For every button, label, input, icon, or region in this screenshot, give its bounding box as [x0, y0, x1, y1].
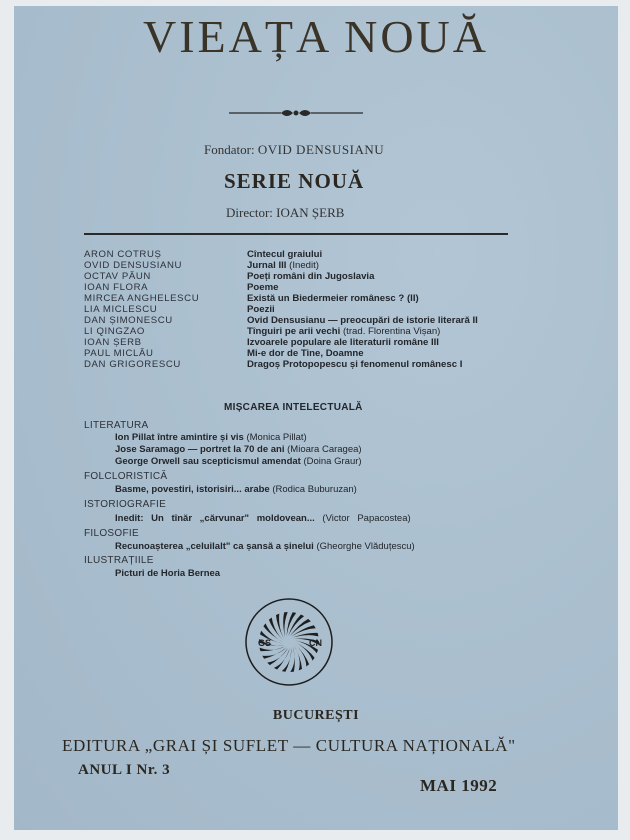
founder-line: [204, 142, 384, 158]
section-label-istoriografie: ISTORIOGRAFIE: [84, 499, 167, 510]
toc-works: [247, 249, 478, 370]
director-label: Director:: [226, 205, 273, 220]
toc-author: LI QINGZAO: [84, 326, 145, 337]
item-note: (Mioara Caragea): [287, 444, 362, 455]
toc-work-title: Poeme: [247, 282, 279, 293]
grai-si-suflet-emblem-icon: [243, 596, 335, 688]
emblem-swirl-ray: [262, 648, 286, 659]
item-note: (Monica Pillat): [246, 432, 307, 443]
ornament-divider-icon: [229, 106, 363, 120]
section-item: [115, 513, 411, 524]
section-item: [115, 432, 307, 443]
item-note: (Doina Graur): [303, 456, 362, 467]
publisher-name: EDITURA „GRAI ȘI SUFLET — CULTURA NAȚIONALĂ": [62, 736, 516, 755]
toc-work: [247, 326, 478, 337]
item-note: (Victor Papacostea): [322, 513, 411, 524]
item-title: Basme, povestiri, istorisiri... arabe: [115, 484, 270, 495]
toc-work-title: Izvoarele populare ale literaturii române III: [247, 337, 439, 348]
toc-author: DAN ȘIMONESCU: [84, 315, 173, 326]
toc-author: LIA MICLESCU: [84, 304, 158, 315]
toc-work: [247, 337, 478, 348]
toc-author: IOAN ȘERB: [84, 337, 142, 348]
section-item: [115, 484, 357, 495]
section-heading: MIȘCAREA INTELECTUALĂ: [224, 402, 363, 413]
toc-work-note: (trad. Florentina Vișan): [342, 326, 441, 337]
section-item: [115, 541, 415, 552]
toc-work: [247, 260, 478, 271]
header-rule: [84, 233, 508, 235]
director-line: [226, 205, 344, 221]
toc-work: [247, 282, 478, 293]
toc-work: [247, 304, 478, 315]
toc-work-title: Jurnal III: [247, 260, 287, 271]
emblem-swirl-ray: [269, 618, 283, 641]
toc-work-title: Ovid Densusianu — preocupări de istorie literară II: [247, 315, 478, 326]
toc-work-note: (Inedit): [289, 260, 319, 271]
section-item: [115, 456, 362, 467]
section-label-ilustratiile: ILUSTRAȚIILE: [84, 555, 154, 566]
toc-work-title: Dragoș Protopopescu și fenomenul românesc I: [247, 359, 463, 370]
toc-work: [247, 359, 478, 370]
item-note: (Rodica Buburuzan): [272, 484, 357, 495]
toc-work-title: Tînguiri pe arii vechi: [247, 326, 341, 337]
emblem-swirl-ray: [282, 648, 292, 672]
toc-work: [247, 249, 478, 260]
toc-author: PAUL MICLĂU: [84, 348, 154, 359]
item-title: Inedit: Un tînăr „cărvunar" moldovean...: [115, 513, 315, 524]
item-note: (Gheorghe Vlăduțescu): [316, 541, 415, 552]
item-title: Jose Saramago — portret la 70 de ani: [115, 444, 285, 455]
toc-work-title: Cîntecul graiului: [247, 249, 323, 260]
toc-work-title: Poeți români din Jugoslavia: [247, 271, 375, 282]
publication-city: BUCUREȘTI: [272, 708, 360, 723]
emblem-swirl-ray: [294, 645, 302, 670]
item-title: Recunoașterea „celuilalt" ca șansă a șinelui: [115, 541, 314, 552]
emblem-swirl-ray: [276, 614, 284, 639]
toc-work-title: Există un Biedermeier românesc ? (II): [247, 293, 419, 304]
section-label-literatura: LITERATURA: [84, 420, 149, 431]
toc-work: [247, 315, 478, 326]
toc-author: IOAN FLORA: [84, 282, 149, 293]
founder-label: Fondator:: [204, 142, 255, 157]
toc-author: ARON COTRUȘ: [84, 249, 162, 260]
toc-authors: [84, 249, 199, 370]
section-item: [115, 568, 220, 579]
toc-work: [247, 348, 478, 359]
founder-name: OVID DENSUSIANU: [257, 142, 385, 157]
emblem-swirl-ray: [283, 612, 287, 638]
toc-work: [247, 271, 478, 282]
director-name: IOAN ȘERB: [276, 205, 345, 220]
toc-author: OCTAV PĂUN: [84, 271, 151, 282]
emblem-swirl-ray: [295, 644, 309, 667]
toc-work: [247, 293, 478, 304]
item-title: George Orwell sau scepticismul amendat: [115, 456, 301, 467]
item-title: Ion Pillat între amintire și vis: [115, 432, 244, 443]
toc-work-title: Mi-e dor de Tine, Doamne: [247, 348, 364, 359]
series-title: SERIE NOUĂ: [224, 169, 365, 193]
magazine-cover: [14, 6, 618, 830]
magazine-title: VIEAȚA NOUĂ: [142, 11, 489, 62]
emblem-right-letters: CN: [309, 638, 322, 648]
toc-author: DAN GRIGORESCU: [84, 359, 181, 370]
toc-author: OVID DENSUSIANU: [84, 260, 183, 271]
item-title: Picturi de Horia Bernea: [115, 568, 221, 579]
issue-date: MAI 1992: [420, 776, 498, 795]
issue-number: ANUL I Nr. 3: [78, 762, 171, 778]
emblem-left-letters: GS: [258, 638, 272, 648]
toc-author: MIRCEA ANGHELESCU: [84, 293, 200, 304]
section-label-filosofie: FILOSOFIE: [84, 528, 139, 539]
emblem-swirl-ray: [290, 647, 294, 673]
section-item: [115, 444, 362, 455]
section-label-folcloristica: FOLCLORISTICĂ: [84, 471, 168, 482]
toc-work-title: Poezii: [247, 304, 275, 315]
